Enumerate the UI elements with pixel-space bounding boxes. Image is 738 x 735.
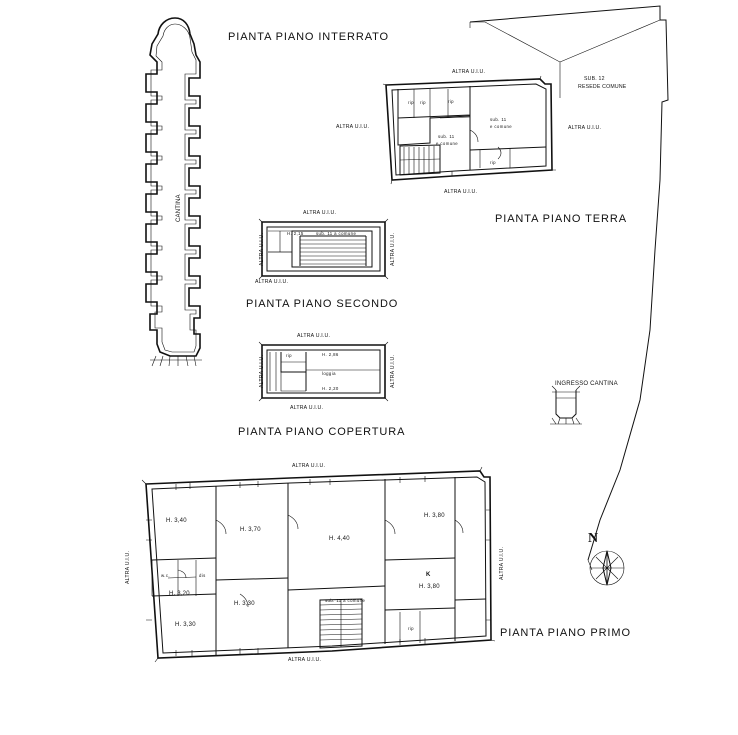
title-piano-interrato: PIANTA PIANO INTERRATO [228,31,389,43]
terra-e-comune: e comune [490,124,513,129]
title-piano-copertura: PIANTA PIANO COPERTURA [238,426,406,438]
label-resede-comune: RESEDE COMUNE [578,84,627,90]
primo-sub11-comune: sub. 11 a comune [325,598,366,603]
primo-h380-bottom: H. 3,80 [419,584,440,590]
primo-h320: H. 3,20 [169,591,190,597]
terra-altra-uiu-left: ALTRA U.I.U. [336,124,370,130]
copertura-altra-uiu-left: ALTRA U.I.U. [259,354,265,388]
title-piano-terra: PIANTA PIANO TERRA [495,213,627,225]
terra-rip-3: rip [420,100,426,105]
label-ingresso-cantina: INGRESSO CANTINA [555,381,618,387]
piano-terra-plan [383,76,556,184]
label-sub-12: SUB. 12 [584,76,605,82]
secondo-sub11-comune: sub. 11 a comune [316,231,357,236]
primo-dis: dis [199,573,206,578]
copertura-loggia: loggia [322,371,336,376]
primo-altra-uiu-top: ALTRA U.I.U. [292,463,326,469]
terra-rip-1: rip [408,100,414,105]
primo-altra-uiu-right: ALTRA U.I.U. [499,546,505,580]
primo-h330-b: H. 3,30 [175,622,196,628]
terra-rip-4: rip [490,160,496,165]
copertura-altra-uiu-top: ALTRA U.I.U. [297,333,331,339]
piano-primo-plan [142,467,495,662]
primo-h440: H. 4,40 [329,536,350,542]
compass-north-label: N [588,531,599,546]
label-cantina: CANTINA [176,194,182,222]
terra-altra-uiu-top: ALTRA U.I.U. [452,69,486,75]
copertura-altra-uiu-right: ALTRA U.I.U. [390,354,396,388]
copertura-h286: H. 2,86 [322,352,339,357]
primo-wc: w.c. [161,573,171,578]
ingresso-cantina-symbol [550,386,582,424]
primo-h370: H. 3,70 [240,527,261,533]
primo-altra-uiu-left: ALTRA U.I.U. [125,550,131,584]
secondo-h215: H. 2,15 [287,231,304,236]
primo-h330-a: H. 3,30 [234,601,255,607]
compass-rose [590,551,624,585]
piano-secondo-plan [259,219,388,279]
secondo-altra-uiu-right: ALTRA U.I.U. [390,232,396,266]
copertura-rip: rip [286,353,292,358]
copertura-h220: H. 2,20 [322,386,339,391]
terra-altra-uiu-right: ALTRA U.I.U. [568,125,602,131]
terra-sub-11-b: sub. 11 [438,134,455,139]
primo-h340: H. 3,40 [166,518,187,524]
secondo-altra-uiu-top: ALTRA U.I.U. [303,210,337,216]
terra-rip-2: rip [448,99,454,104]
terra-sub-11: sub. 11 [490,117,507,122]
primo-h380-top: H. 3,80 [424,513,445,519]
copertura-altra-uiu-bottom: ALTRA U.I.U. [290,405,324,411]
secondo-altra-uiu-bottom: ALTRA U.I.U. [255,279,289,285]
primo-k: K [426,572,431,578]
secondo-altra-uiu-left: ALTRA U.I.U. [259,232,265,266]
primo-rip: rip [408,626,414,631]
terra-altra-uiu-bottom: ALTRA U.I.U. [444,189,478,195]
terra-e-comune-b: e comune [436,141,459,146]
title-piano-secondo: PIANTA PIANO SECONDO [246,298,399,310]
primo-altra-uiu-bottom: ALTRA U.I.U. [288,657,322,663]
title-piano-primo: PIANTA PIANO PRIMO [500,627,631,639]
cantina-outline [146,18,202,366]
site-boundary [470,6,668,570]
